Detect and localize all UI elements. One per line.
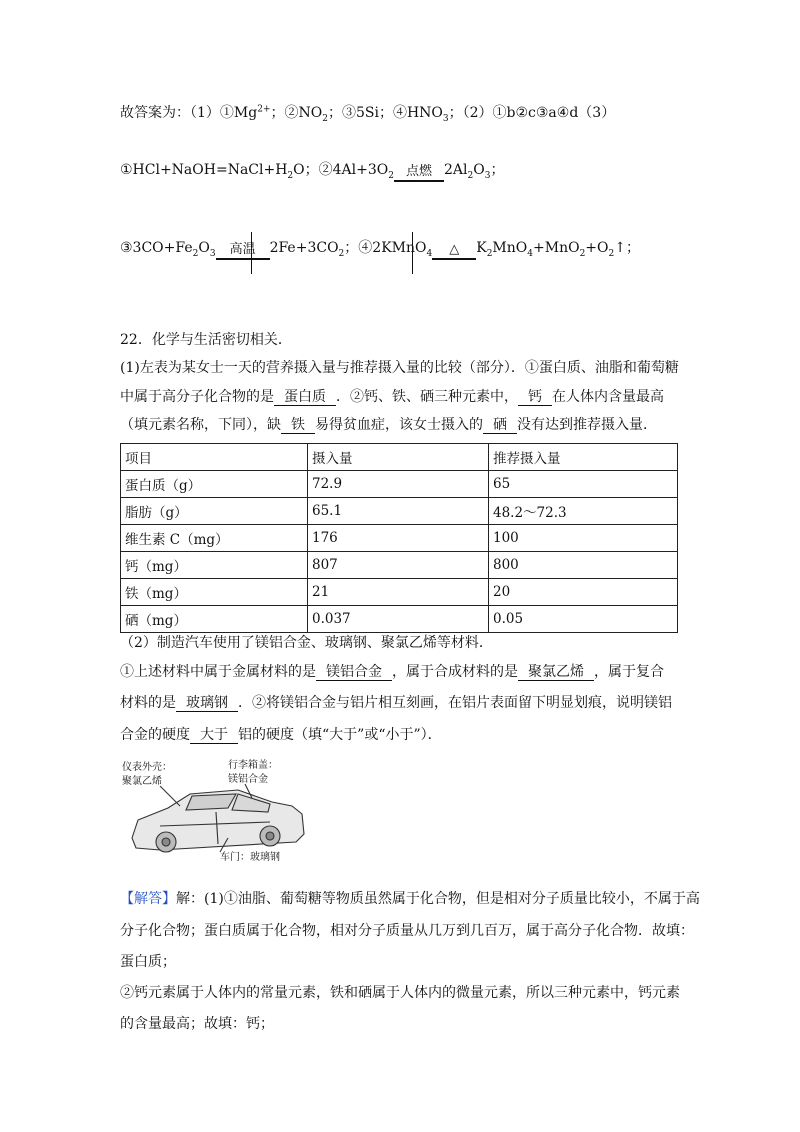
table-cell: 21 bbox=[308, 579, 489, 606]
answer-blank: 蛋白质 bbox=[274, 389, 336, 406]
text-span: ，属于合成材料的是 bbox=[392, 664, 518, 680]
table-cell: 蛋白质（g） bbox=[121, 471, 308, 498]
text-span: 在人体内含量最高 bbox=[552, 389, 664, 405]
solution-line-4: ②钙元素属于人体内的常量元素，铁和硒属于人体内的微量元素，所以三种元素中，钙元素 bbox=[120, 985, 680, 1001]
text-span: O bbox=[473, 162, 485, 178]
superscript: 2+ bbox=[257, 104, 271, 115]
text-span: K bbox=[476, 240, 487, 256]
answer-blank: 聚氯乙烯 bbox=[518, 664, 594, 681]
solution-line-5: 的含量最高；故填：钙； bbox=[120, 1016, 274, 1032]
table-cell: 72.9 bbox=[308, 471, 489, 498]
text-span: +O bbox=[585, 240, 609, 256]
answer-blank: 铁 bbox=[281, 417, 315, 434]
text-span: 铝的硬度（填“大于”或“小于”）． bbox=[238, 727, 442, 743]
subscript: 4 bbox=[527, 248, 533, 259]
table-cell: 20 bbox=[489, 579, 678, 606]
table-cell: 0.05 bbox=[489, 606, 678, 633]
label-door: 车门：玻璃钢 bbox=[220, 852, 280, 863]
layout-divider bbox=[251, 232, 252, 274]
table-row bbox=[121, 525, 678, 552]
car-front-hub bbox=[162, 838, 170, 846]
table-header-cell: 项目 bbox=[121, 444, 308, 471]
text-span: O bbox=[198, 240, 210, 256]
text-span: 材料的是 bbox=[120, 695, 176, 711]
q22-part2-line1: （2）制造汽车使用了镁铝合金、玻璃钢、聚氯乙烯等材料． bbox=[120, 635, 493, 651]
subscript: 2 bbox=[192, 248, 199, 259]
solution-line-2: 分子化合物；蛋白质属于化合物，相对分子质量从几万到几百万，属于高分子化合物．故填： bbox=[120, 923, 694, 939]
table-cell: 100 bbox=[489, 525, 678, 552]
table-cell: 脂肪（g） bbox=[121, 498, 308, 525]
nutrition-comparison-table bbox=[120, 443, 678, 633]
text-span: 故答案为：（1）①Mg bbox=[120, 105, 258, 121]
table-header-cell: 推荐摄入量 bbox=[489, 444, 678, 471]
label-dashboard-material: 聚氯乙烯 bbox=[122, 776, 162, 787]
question-22-title: 22．化学与生活密切相关． bbox=[120, 332, 292, 348]
table-header-row bbox=[121, 444, 678, 471]
answer-blank: 镁铝合金 bbox=[316, 664, 392, 681]
table-cell: 0.037 bbox=[308, 606, 489, 633]
table-row bbox=[121, 579, 678, 606]
text-span: ；③5Si；④HNO bbox=[327, 105, 443, 121]
solution-line-1 bbox=[120, 888, 700, 908]
answer-blank: 钙 bbox=[518, 389, 552, 406]
q22-part2-line2 bbox=[120, 661, 664, 681]
equation-line bbox=[216, 258, 270, 262]
q22-part1-line3 bbox=[120, 414, 657, 434]
table-cell: 65 bbox=[489, 471, 678, 498]
table-cell: 65.1 bbox=[308, 498, 489, 525]
label-trunk: 行李箱盖： bbox=[228, 760, 278, 771]
text-span: MnO bbox=[492, 240, 528, 256]
subscript: 2 bbox=[322, 113, 328, 124]
label-trunk-material: 镁铝合金 bbox=[228, 774, 268, 785]
text-span: 没有达到推荐摄入量． bbox=[517, 417, 657, 433]
text-span: +MnO bbox=[533, 240, 580, 256]
label-dashboard: 仪表外壳： bbox=[122, 762, 172, 773]
pointer-line-dashboard bbox=[160, 786, 180, 806]
equation-line bbox=[432, 258, 476, 262]
table-cell: 48.2～72.3 bbox=[489, 498, 678, 525]
subscript: 2 bbox=[579, 248, 586, 259]
table-cell: 800 bbox=[489, 552, 678, 579]
reaction-condition-heat bbox=[432, 243, 476, 262]
table-cell: 钙（mg） bbox=[121, 552, 308, 579]
text-span: ； bbox=[490, 162, 505, 178]
text-span: ；②NO bbox=[270, 105, 323, 121]
text-span: 易得贫血症，该女士摄入的 bbox=[315, 417, 483, 433]
table-row bbox=[121, 552, 678, 579]
car-materials-illustration bbox=[120, 756, 330, 864]
table-row bbox=[121, 471, 678, 498]
answer-summary-line-3 bbox=[120, 238, 640, 264]
subscript: 2 bbox=[287, 170, 294, 181]
subscript: 3 bbox=[442, 113, 449, 124]
q22-part1-line2 bbox=[120, 386, 664, 406]
answer-summary-line-2 bbox=[120, 160, 504, 186]
answer-blank: 玻璃钢 bbox=[176, 695, 238, 712]
text-span: ③3CO+Fe bbox=[120, 240, 193, 256]
table-cell: 维生素 C（mg） bbox=[121, 525, 308, 552]
text-span: 中属于高分子化合物的是 bbox=[120, 389, 274, 405]
answer-blank: 大于 bbox=[190, 727, 238, 744]
subscript: 3 bbox=[484, 170, 491, 181]
text-span: ．②钙、铁、硒三种元素中， bbox=[336, 389, 518, 405]
subscript: 2 bbox=[486, 248, 493, 259]
text-span: ↑； bbox=[614, 240, 640, 256]
table-cell: 176 bbox=[308, 525, 489, 552]
text-span: ，属于复合 bbox=[594, 664, 664, 680]
reaction-condition-high-temp bbox=[216, 243, 270, 262]
subscript: 2 bbox=[388, 170, 394, 181]
table-cell: 铁（mg） bbox=[121, 579, 308, 606]
layout-divider bbox=[412, 232, 413, 274]
table-cell: 807 bbox=[308, 552, 489, 579]
table-row bbox=[121, 498, 678, 525]
car-windshield bbox=[186, 794, 236, 810]
subscript: 2 bbox=[338, 248, 345, 259]
table-cell: 硒（mg） bbox=[121, 606, 308, 633]
q22-part2-line4 bbox=[120, 724, 442, 744]
solution-tag: 【解答】 bbox=[120, 891, 176, 907]
text-span: ．②将镁铝合金与铝片相互刻画，在铝片表面留下明显划痕，说明镁铝 bbox=[238, 695, 672, 711]
condition-label: 点燃 bbox=[405, 163, 432, 179]
reaction-condition-ignite bbox=[394, 165, 444, 184]
answer-blank: 硒 bbox=[483, 417, 517, 434]
car-rear-hub bbox=[266, 832, 274, 840]
q22-part1-line1: (1)左表为某女士一天的营养摄入量与推荐摄入量的比较（部分）．①蛋白质、油脂和葡萄糖 bbox=[120, 360, 679, 376]
text-span: 解：(1)①油脂、葡萄糖等物质虽然属于化合物，但是相对分子质量比较小，不属于高 bbox=[176, 891, 700, 907]
subscript: 4 bbox=[426, 248, 433, 259]
text-span: （填元素名称，下同），缺 bbox=[120, 417, 281, 433]
solution-line-3: 蛋白质； bbox=[120, 954, 176, 970]
text-span: 合金的硬度 bbox=[120, 727, 190, 743]
condition-label: △ bbox=[449, 241, 460, 257]
table-row bbox=[121, 606, 678, 633]
text-span: O；②4Al+3O bbox=[293, 162, 389, 178]
text-span: 2Fe+3CO bbox=[269, 240, 339, 256]
text-span: ①上述材料中属于金属材料的是 bbox=[120, 664, 316, 680]
subscript: 2 bbox=[467, 170, 474, 181]
text-span: ；（2）①b②c③a④d（3） bbox=[448, 105, 616, 121]
table-header-cell: 摄入量 bbox=[308, 444, 489, 471]
text-span: 2Al bbox=[443, 162, 468, 178]
answer-summary-line-1 bbox=[120, 102, 615, 124]
subscript: 3 bbox=[209, 248, 216, 259]
text-span: ；④2KMnO bbox=[344, 240, 427, 256]
q22-part2-line3 bbox=[120, 692, 672, 712]
condition-label: 高温 bbox=[229, 241, 256, 257]
text-span: ①HCl+NaOH=NaCl+H bbox=[120, 162, 288, 178]
equation-line bbox=[394, 180, 444, 184]
subscript: 2 bbox=[608, 248, 615, 259]
